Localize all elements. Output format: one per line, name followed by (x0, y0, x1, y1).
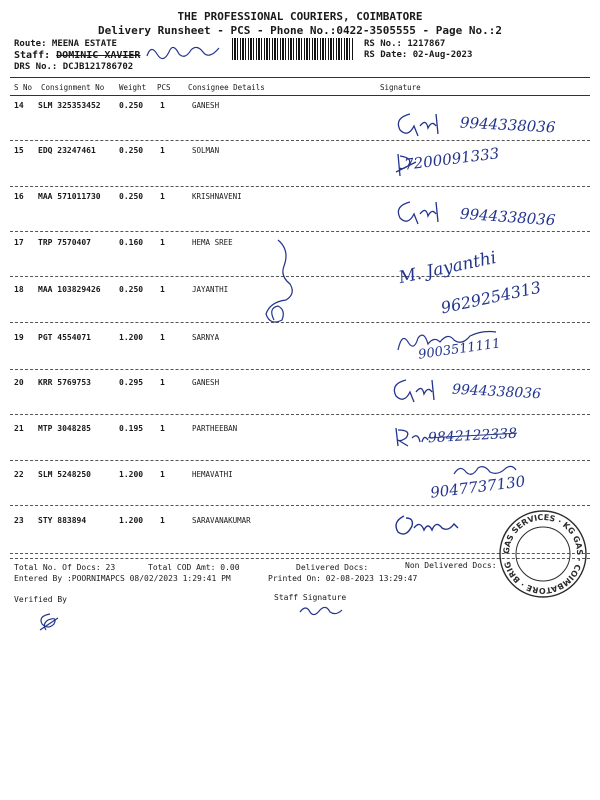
row-consignment: TRP 7570407 (38, 238, 91, 247)
signature-mark (388, 374, 448, 408)
staff-scribble (143, 38, 223, 68)
printed-on: Printed On: 02-08-2023 13:29:47 (268, 574, 418, 583)
row-pcs: 1 (160, 516, 165, 525)
rs-date: RS Date: 02-Aug-2023 (364, 50, 473, 60)
stamp-text: GAS SERVICES · KG GAS · COIMBATORE · BRIG (501, 512, 585, 596)
row-pcs: 1 (160, 238, 165, 247)
row-divider (10, 140, 590, 141)
row-pcs: 1 (160, 101, 165, 110)
drs-number: DRS No.: DCJB121786702 (14, 62, 134, 72)
delivered-docs: Delivered Docs: (296, 563, 369, 572)
signature-mark (392, 196, 452, 228)
runsheet-subtitle: Delivery Runsheet - PCS - Phone No.:0422-3505555 - Page No.:2 (98, 24, 502, 37)
row-consignment: EDQ 23247461 (38, 146, 96, 155)
row-pcs: 1 (160, 424, 165, 433)
total-docs: Total No. Of Docs: 23 (14, 563, 116, 572)
row-consignee: SARAVANAKUMAR (192, 516, 251, 525)
row-weight: 0.250 (119, 192, 144, 201)
company-stamp (497, 508, 589, 600)
staff-name: DOMINIC XAVIER (56, 50, 141, 61)
signature-name: M. Jayanthi (397, 247, 499, 289)
row-consignee: HEMAVATHI (192, 470, 233, 479)
row-consignee: GANESH (192, 101, 220, 110)
staff-signature-label: Staff Signature (274, 593, 347, 602)
row-consignment: STY 883894 (38, 516, 87, 525)
row-weight: 0.160 (119, 238, 144, 247)
row-consignee: JAYANTHI (192, 285, 229, 294)
entered-by: Entered By :POORNIMAPCS 08/02/2023 1:29:41 PM (14, 574, 231, 583)
signature-phone: 7200091333 (403, 144, 501, 174)
row-sno: 14 (14, 101, 24, 110)
staff-label: Staff: (14, 50, 57, 61)
row-consignee: HEMA SREE (192, 238, 233, 247)
row-divider (10, 414, 590, 415)
row-weight: 0.250 (119, 101, 144, 110)
staff-line (14, 50, 140, 61)
signature-phone: 9944338036 (459, 113, 556, 137)
row-sno: 22 (14, 470, 24, 479)
col-weight: Weight (119, 83, 147, 92)
row-consignment: MTP 3048285 (38, 424, 91, 433)
row-sno: 19 (14, 333, 24, 342)
svg-text:GAS SERVICES · KG GAS · COIMBA (502, 513, 584, 595)
table-header-rule (10, 95, 590, 96)
company-title: THE PROFESSIONAL COURIERS, COIMBATORE (177, 10, 423, 23)
row-weight: 1.200 (119, 516, 144, 525)
signature-phone: 9944338036 (451, 381, 542, 403)
row-pcs: 1 (160, 146, 165, 155)
verified-by-label: Verified By (14, 595, 67, 604)
row-sno: 20 (14, 378, 24, 387)
row-consignee: SARNYA (192, 333, 220, 342)
row-sno: 16 (14, 192, 24, 201)
staff-signature-mark (296, 600, 346, 622)
row-sno: 23 (14, 516, 24, 525)
signature-mark (392, 424, 432, 450)
row-weight: 0.195 (119, 424, 144, 433)
row-sno: 18 (14, 285, 24, 294)
col-signature: Signature (380, 83, 421, 92)
row-sno: 15 (14, 146, 24, 155)
row-sno: 17 (14, 238, 24, 247)
signature-mark (392, 108, 452, 142)
footer-rule (10, 558, 590, 559)
rs-number: RS No.: 1217867 (364, 39, 446, 49)
non-delivered-docs: Non Delivered Docs: (405, 561, 497, 570)
col-pcs: PCS (157, 83, 171, 92)
row-pcs: 1 (160, 192, 165, 201)
col-sno: S No (14, 83, 33, 92)
signature-mark (256, 236, 306, 330)
col-consignee: Consignee Details (188, 83, 265, 92)
row-consignment: SLM 325353452 (38, 101, 101, 110)
row-consignment: PGT 4554071 (38, 333, 91, 342)
row-weight: 0.295 (119, 378, 144, 387)
row-weight: 1.200 (119, 333, 144, 342)
row-consignee: GANESH (192, 378, 220, 387)
signature-phone: 9003511111 (417, 336, 502, 363)
row-pcs: 1 (160, 378, 165, 387)
row-weight: 0.250 (119, 285, 144, 294)
route-label: Route: MEENA ESTATE (14, 39, 117, 49)
row-pcs: 1 (160, 285, 165, 294)
total-cod: Total COD Amt: 0.00 (148, 563, 240, 572)
row-weight: 1.200 (119, 470, 144, 479)
row-divider (10, 505, 590, 506)
verifier-signature (36, 610, 62, 634)
row-pcs: 1 (160, 333, 165, 342)
row-divider (10, 186, 590, 187)
signature-phone: 9944338036 (459, 204, 556, 230)
signature-mark (392, 510, 462, 540)
row-weight: 0.250 (119, 146, 144, 155)
row-pcs: 1 (160, 470, 165, 479)
row-consignee: PARTHEEBAN (192, 424, 238, 433)
row-divider (10, 231, 590, 232)
row-consignment: KRR 5769753 (38, 378, 91, 387)
table-top-rule (10, 77, 590, 78)
row-divider (10, 369, 590, 370)
signature-phone: 9629254313 (439, 277, 543, 318)
row-consignee: KRISHNAVENI (192, 192, 242, 201)
row-consignment: MAA 103829426 (38, 285, 101, 294)
barcode (232, 38, 354, 60)
signature-phone: 9047737130 (429, 472, 527, 502)
col-consignment: Consignment No (41, 83, 105, 92)
row-consignment: MAA 571011730 (38, 192, 101, 201)
row-consignee: SOLMAN (192, 146, 220, 155)
row-consignment: SLM 5248250 (38, 470, 91, 479)
row-sno: 21 (14, 424, 24, 433)
signature-phone: 9842122338 (427, 425, 518, 447)
